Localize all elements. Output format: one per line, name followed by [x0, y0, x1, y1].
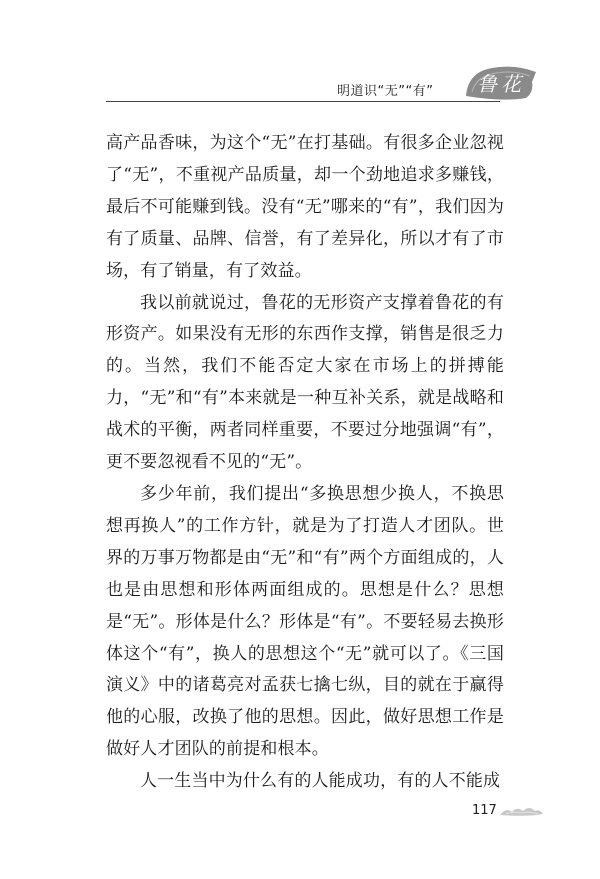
running-title: 明道识“无”“有”	[337, 84, 434, 99]
logo-text: 鲁花	[477, 72, 525, 96]
cloud-ornament-icon	[498, 803, 544, 819]
page-header	[0, 0, 600, 120]
header-rule	[106, 101, 500, 102]
paragraph-4: 人一生当中为什么有的人能成功，有的人不能成	[140, 771, 501, 792]
body-text	[106, 128, 504, 798]
paragraph-1: 高产品香味，为这个“无”在打基础。有很多企业忽视了“无”，不重视产品质量，却一个劲地追求多赚钱，最后不可能赚到钱。没有“无”哪来的“有”，我们因为有了质量、品牌、信誉，有了差异化，所以才有了市场，有了销量，有了效益。	[106, 133, 504, 281]
paragraph-3: 多少年前，我们提出“多换思想少换人，不换思想再换人”的工作方针，就是为了打造人才团队。世界的万事万物都是由“无”和“有”两个方面组成的，人也是由思想和形体两面组成的。思想是什么？思想是“无”。形体是什么？形体是“有”。不要轻易去换形体这个“有”，换人的思想这个“无”就可以了。《三国演义》中的诸葛亮对孟获七擒七纵，目的就在于赢得他的心服，改换了他的思想。因此，做好思想工作是做好人才团队的前提和根本。	[106, 483, 504, 760]
paragraph-2: 我以前就说过，鲁花的无形资产支撑着鲁花的有形资产。如果没有无形的东西作支撑，销售是很乏力的。当然，我们不能否定大家在市场上的拼搏能力，“无”和“有”本来就是一种互补关系，就是战略和战术的平衡，两者同样重要，不要过分地强调“有”，更不要忽视看不见的“无”。	[106, 292, 504, 473]
page-number: 117	[472, 803, 497, 818]
